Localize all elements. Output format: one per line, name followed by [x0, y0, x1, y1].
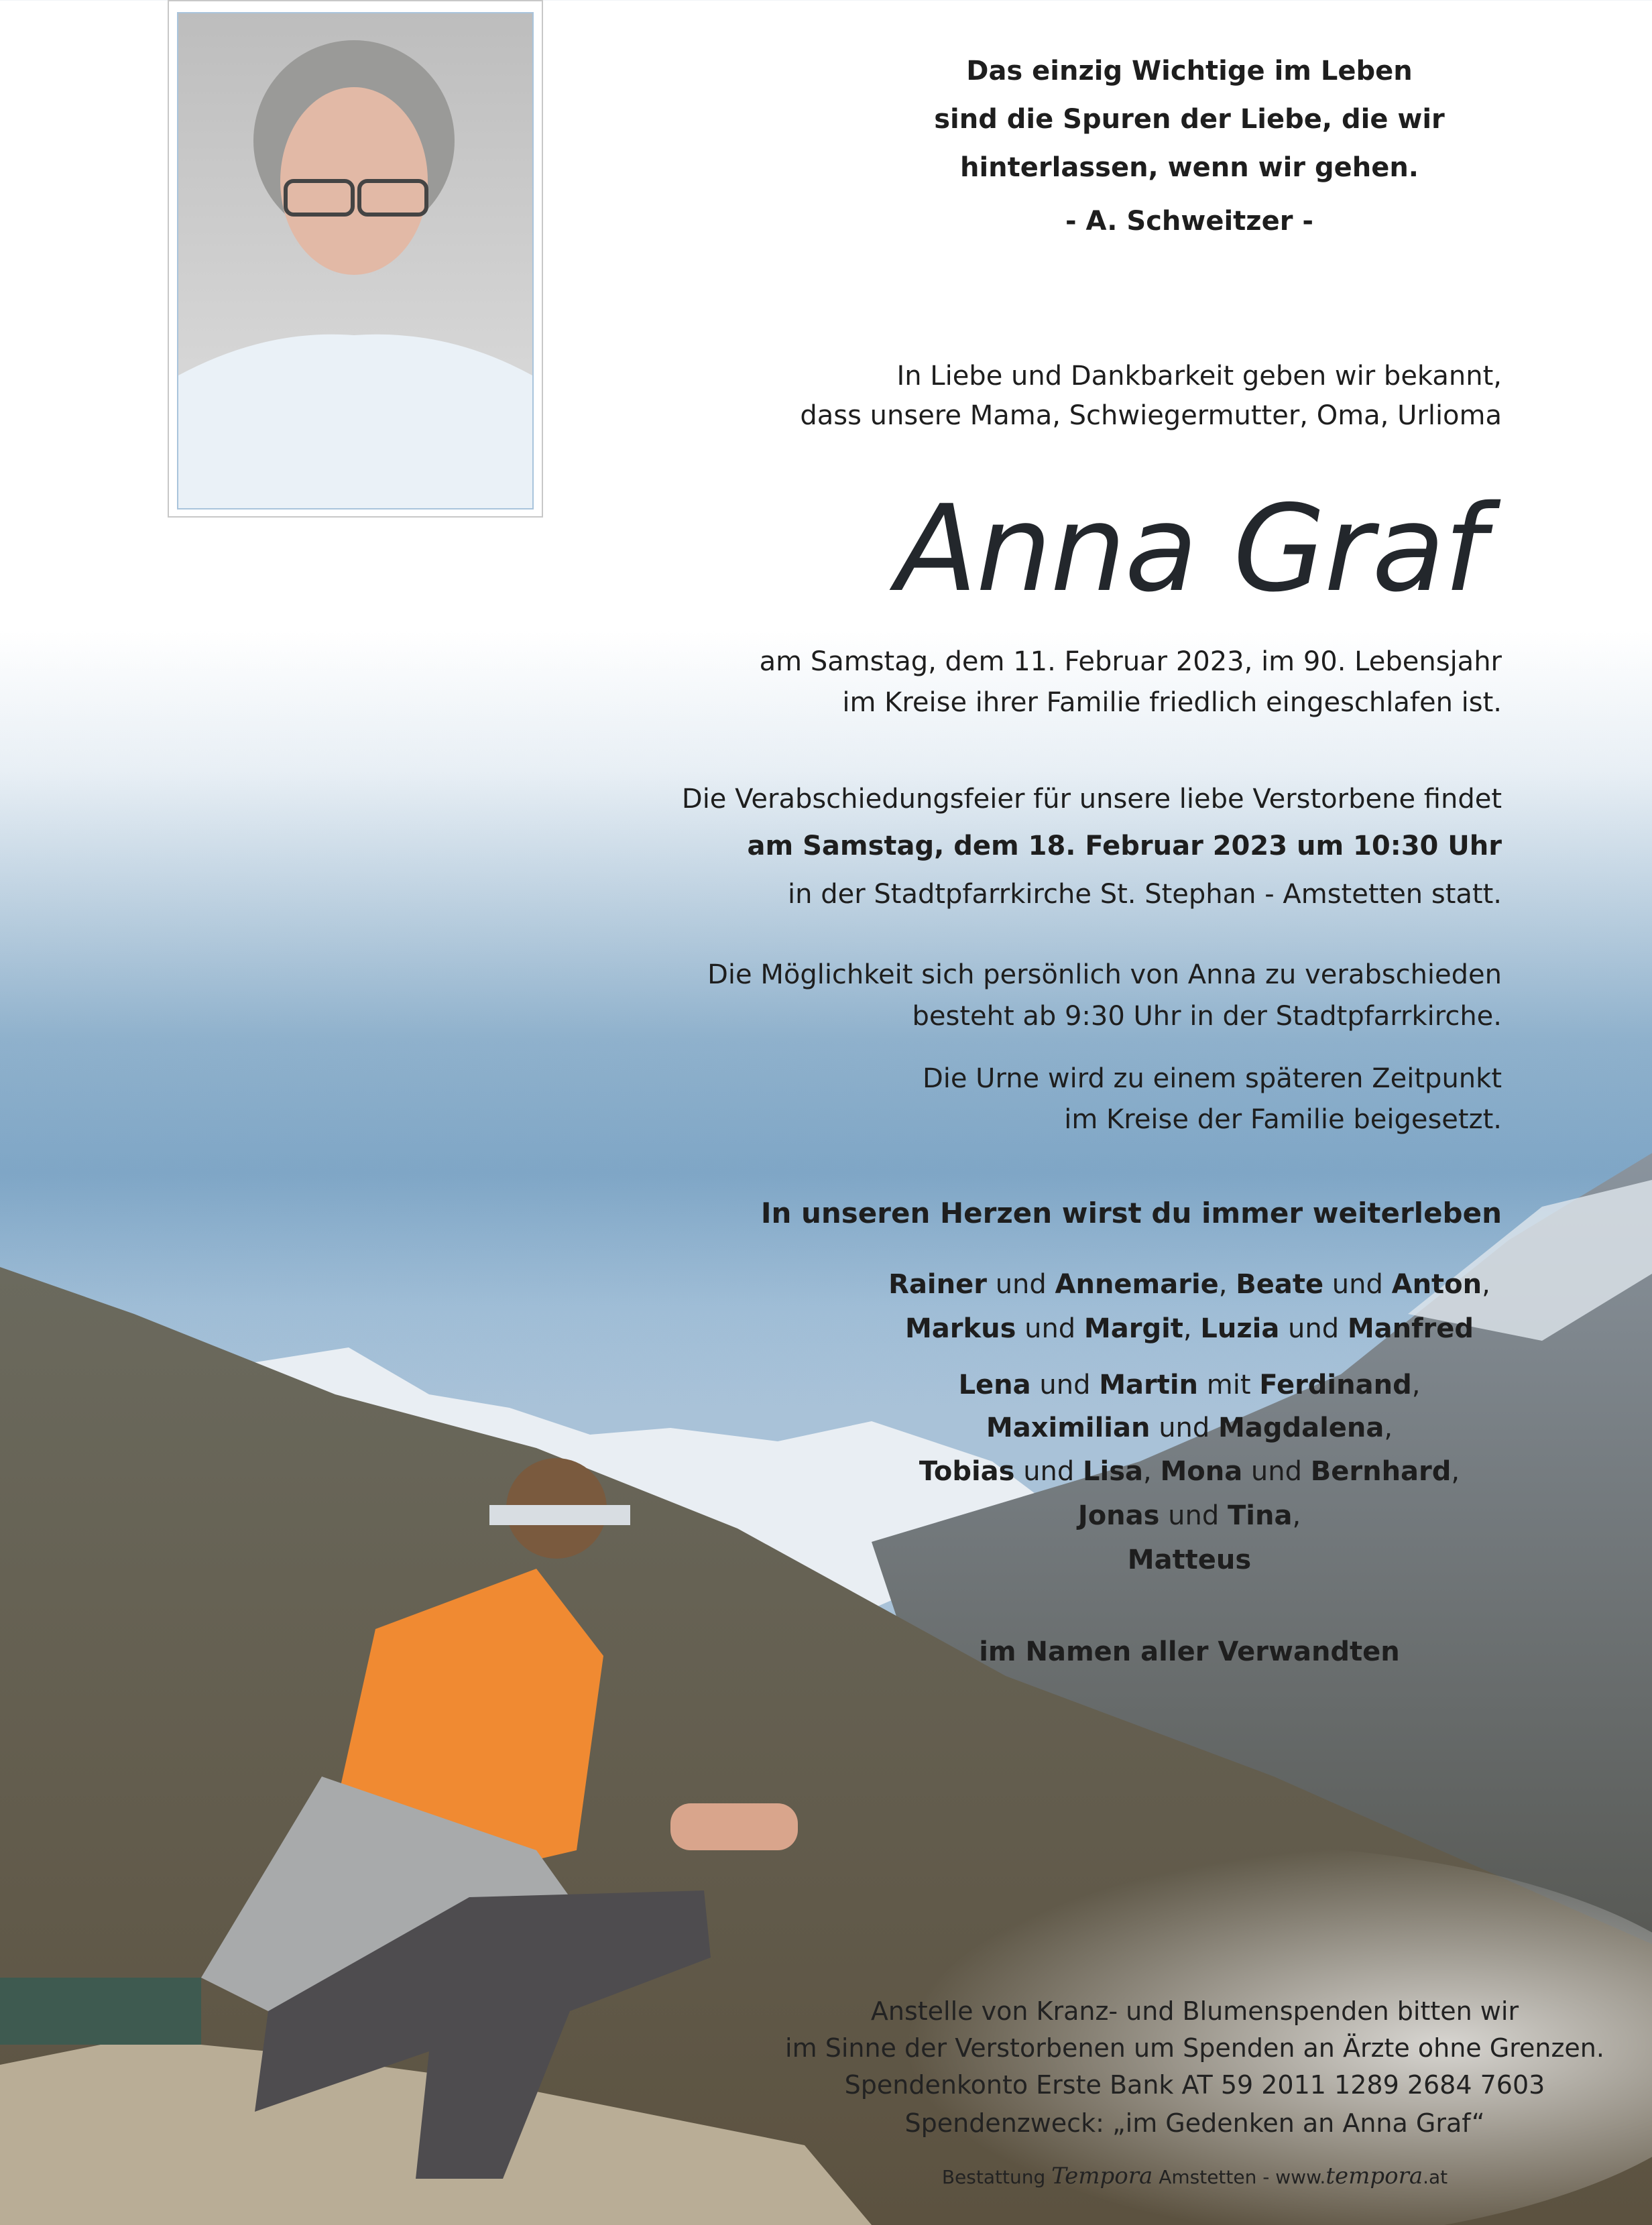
family-member-name: Beate	[1236, 1269, 1324, 1300]
donation-line: Anstelle von Kranz- und Blumenspenden bitten wir	[870, 1996, 1519, 2026]
funeral-home-footer	[0, 2163, 1652, 2189]
family-member-name: Rainer	[888, 1269, 987, 1300]
footer-tld: .at	[1423, 2166, 1448, 2188]
family-member-name: Jonas	[1077, 1500, 1160, 1531]
farewell-line: Die Möglichkeit sich persönlich von Anna zu verabschieden	[707, 959, 1502, 990]
family-connector: und	[986, 1269, 1055, 1300]
family-member-name: Magdalena	[1218, 1412, 1384, 1443]
family-line	[0, 1366, 1652, 1404]
family-connector: ,	[1384, 1412, 1393, 1443]
deceased-name: Anna Graf	[896, 479, 1484, 618]
footer-middle: Amstetten - www.	[1153, 2166, 1326, 2188]
family-connector: ,	[1218, 1269, 1236, 1300]
family-connector: ,	[1292, 1500, 1301, 1531]
intro-line: dass unsere Mama, Schwiegermutter, Oma, Urlioma	[800, 400, 1502, 431]
urn-line: Die Urne wird zu einem späteren Zeitpunkt	[922, 1063, 1502, 1094]
family-connector: ,	[1451, 1456, 1460, 1487]
death-line: am Samstag, dem 11. Februar 2023, im 90. Lebensjahr	[759, 646, 1502, 677]
donation-line: im Sinne der Verstorbenen um Spenden an Ärzte ohne Grenzen.	[785, 2033, 1604, 2063]
family-line	[0, 1409, 1652, 1447]
family-line	[0, 1541, 1652, 1579]
heading: In unseren Herzen wirst du immer weiterleben	[760, 1197, 1502, 1229]
family-connector: ,	[1143, 1456, 1161, 1487]
family-member-name: Maximilian	[986, 1412, 1150, 1443]
family-connector: und	[1242, 1456, 1311, 1487]
family-member-name: Ferdinand	[1259, 1370, 1412, 1400]
intro-line: In Liebe und Dankbarkeit geben wir bekannt,	[896, 361, 1502, 392]
family-member-name: Luzia	[1200, 1313, 1280, 1344]
family-connector: und	[1279, 1313, 1348, 1344]
quote-line: hinterlassen, wenn wir gehen.	[959, 152, 1419, 183]
farewell-line: besteht ab 9:30 Uhr in der Stadtpfarrkirche.	[912, 1001, 1502, 1032]
urn-line: im Kreise der Familie beigesetzt.	[1064, 1104, 1502, 1135]
family-member-name: Markus	[904, 1313, 1016, 1344]
signoff: im Namen aller Verwandten	[979, 1636, 1400, 1667]
family-connector: mit	[1198, 1370, 1260, 1400]
family-connector: ,	[1482, 1269, 1490, 1300]
family-connector: und	[1159, 1500, 1228, 1531]
family-member-name: Martin	[1099, 1370, 1199, 1400]
footer-prefix: Bestattung	[941, 2166, 1052, 2188]
ceremony-location: in der Stadtpfarrkirche St. Stephan - Amstetten statt.	[788, 879, 1502, 910]
ceremony-date: am Samstag, dem 18. Februar 2023 um 10:30 Uhr	[747, 831, 1502, 861]
family-member-name: Matteus	[1127, 1545, 1252, 1575]
family-member-name: Bernhard	[1310, 1456, 1452, 1487]
family-member-name: Lena	[958, 1370, 1031, 1400]
family-member-name: Tina	[1227, 1500, 1293, 1531]
family-member-name: Margit	[1083, 1313, 1183, 1344]
family-member-name: Tobias	[919, 1456, 1015, 1487]
family-member-name: Lisa	[1083, 1456, 1144, 1487]
family-connector: und	[1150, 1412, 1219, 1443]
family-member-name: Annemarie	[1055, 1269, 1219, 1300]
family-line	[0, 1497, 1652, 1535]
donation-line: Spendenzweck: „im Gedenken an Anna Graf“	[904, 2108, 1485, 2138]
ceremony-line: Die Verabschiedungsfeier für unsere liebe Verstorbene findet	[681, 784, 1502, 815]
footer-domain: tempora	[1325, 2163, 1423, 2189]
family-connector: und	[1016, 1313, 1084, 1344]
family-connector: ,	[1183, 1313, 1201, 1344]
quote-author: - A. Schweitzer -	[1065, 206, 1313, 237]
family-connector: und	[1014, 1456, 1083, 1487]
family-line	[0, 1453, 1652, 1490]
quote-line: sind die Spuren der Liebe, die wir	[934, 104, 1445, 135]
family-line	[0, 1310, 1652, 1347]
family-member-name: Anton	[1391, 1269, 1482, 1300]
quote-line: Das einzig Wichtige im Leben	[966, 56, 1413, 86]
family-member-name: Mona	[1160, 1456, 1243, 1487]
donation-line: Spendenkonto Erste Bank AT 59 2011 1289 2684 7603	[844, 2070, 1545, 2100]
family-connector: und	[1030, 1370, 1100, 1400]
family-connector: und	[1323, 1269, 1392, 1300]
footer-brand-logo: Tempora	[1051, 2163, 1153, 2189]
family-connector: ,	[1411, 1370, 1421, 1400]
death-line: im Kreise ihrer Familie friedlich eingeschlafen ist.	[842, 687, 1502, 718]
family-line	[0, 1266, 1652, 1303]
family-member-name: Manfred	[1347, 1313, 1474, 1344]
